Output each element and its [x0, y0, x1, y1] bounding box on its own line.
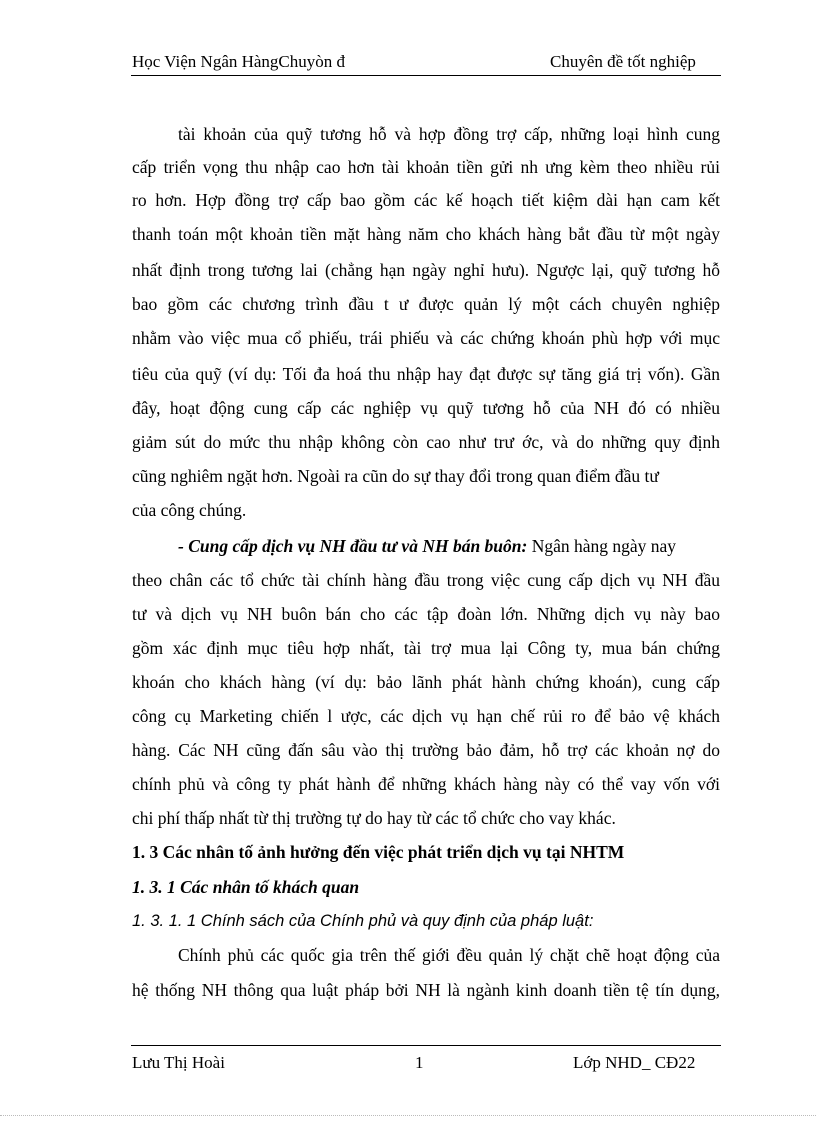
header-rule	[131, 75, 721, 76]
paragraph-line: chính phủ và công ty phát hành để những khách hàng này có thể vay vốn với	[132, 774, 720, 794]
paragraph-line: ro hơn. Hợp đồng trợ cấp bao gồm các kế hoạch tiết kiệm dài hạn cam kết	[132, 190, 720, 210]
paragraph-line: gồm xác định mục tiêu hợp nhất, tài trợ mua lại Công ty, mua bán chứng	[132, 638, 720, 658]
paragraph-line: chi phí thấp nhất từ thị trường tự do hay từ các tổ chức cho vay khác.	[132, 808, 616, 828]
paragraph-line: nhằm vào việc mua cổ phiếu, trái phiếu và các chứng khoán phù hợp với mục	[132, 328, 720, 348]
paragraph-line: công cụ Marketing chiến l ược, các dịch vụ hạn chế rủi ro để bảo vệ khách	[132, 706, 720, 726]
paragraph-line: cũng nghiêm ngặt hơn. Ngoài ra cũn do sự thay đổi trong quan điểm đầu tư	[132, 466, 659, 486]
paragraph-line: Chính phủ các quốc gia trên thế giới đều quản lý chặt chẽ hoạt động của	[178, 945, 720, 965]
paragraph-line: hệ thống NH thông qua luật pháp bởi NH là ngành kinh doanh tiền tệ tín dụng,	[132, 980, 720, 1000]
paragraph-line: thanh toán một khoản tiền mặt hàng năm cho khách hàng bắt đầu từ một ngày	[132, 224, 720, 244]
paragraph-line: đây, hoạt động cung cấp các nghiệp vụ quỹ tương hỗ của NH đó có nhiều	[132, 398, 720, 418]
footer-author: Lưu Thị Hoài	[132, 1053, 225, 1072]
paragraph-line: tư và dịch vụ NH buôn bán cho các tập đoàn lớn. Những dịch vụ này bao	[132, 604, 720, 624]
header-left: Học Viện Ngân HàngChuyòn đ	[132, 52, 346, 71]
section-heading: 1. 3 Các nhân tố ảnh hưởng đến việc phát triển dịch vụ tại NHTM	[132, 842, 625, 862]
paragraph-line: của công chúng.	[132, 500, 247, 520]
paragraph-line: tiêu của quỹ (ví dụ: Tối đa hoá thu nhập hay đạt được sự tăng giá trị vốn). Gần	[132, 364, 720, 384]
page-edge-divider	[0, 1115, 816, 1116]
paragraph-line	[178, 536, 676, 556]
paragraph-line: hàng. Các NH cũng đấn sâu vào thị trường bảo đảm, hỗ trợ các khoản nợ do	[132, 740, 720, 760]
paragraph-line: theo chân các tổ chức tài chính hàng đầu trong việc cung cấp dịch vụ NH đầu	[132, 570, 720, 590]
paragraph-line: khoán cho khách hàng (ví dụ: bảo lãnh phát hành chứng khoán), cung cấp	[132, 672, 720, 692]
paragraph-line: bao gồm các chương trình đầu t ư được quản lý một cách chuyên nghiệp	[132, 294, 720, 314]
paragraph-line: nhất định trong tương lai (chẳng hạn ngày nghỉ hưu). Ngược lại, quỹ tương hỗ	[132, 260, 720, 280]
subsection-heading: 1. 3. 1 Các nhân tố khách quan	[132, 877, 360, 897]
footer-class: Lớp NHD_ CĐ22	[573, 1053, 696, 1072]
header-right: Chuyên đề tốt nghiệp	[550, 52, 696, 71]
section-lead: - Cung cấp dịch vụ NH đầu tư và NH bán buôn:	[178, 536, 528, 556]
paragraph-line: tài khoản của quỹ tương hỗ và hợp đồng trợ cấp, những loại hình cung	[178, 124, 720, 144]
section-lead-rest: Ngân hàng ngày nay	[527, 536, 677, 556]
paragraph-line: cấp triển vọng thu nhập cao hơn tài khoản tiền gửi nh ưng kèm theo nhiều rủi	[132, 157, 720, 177]
paragraph-line: giảm sút do mức thu nhập không còn cao như trư ớc, và do những quy định	[132, 432, 720, 452]
page-number: 1	[415, 1053, 424, 1072]
footer-rule	[131, 1045, 721, 1046]
subsubsection-heading: 1. 3. 1. 1 Chính sách của Chính phủ và quy định của pháp luật:	[132, 912, 594, 930]
